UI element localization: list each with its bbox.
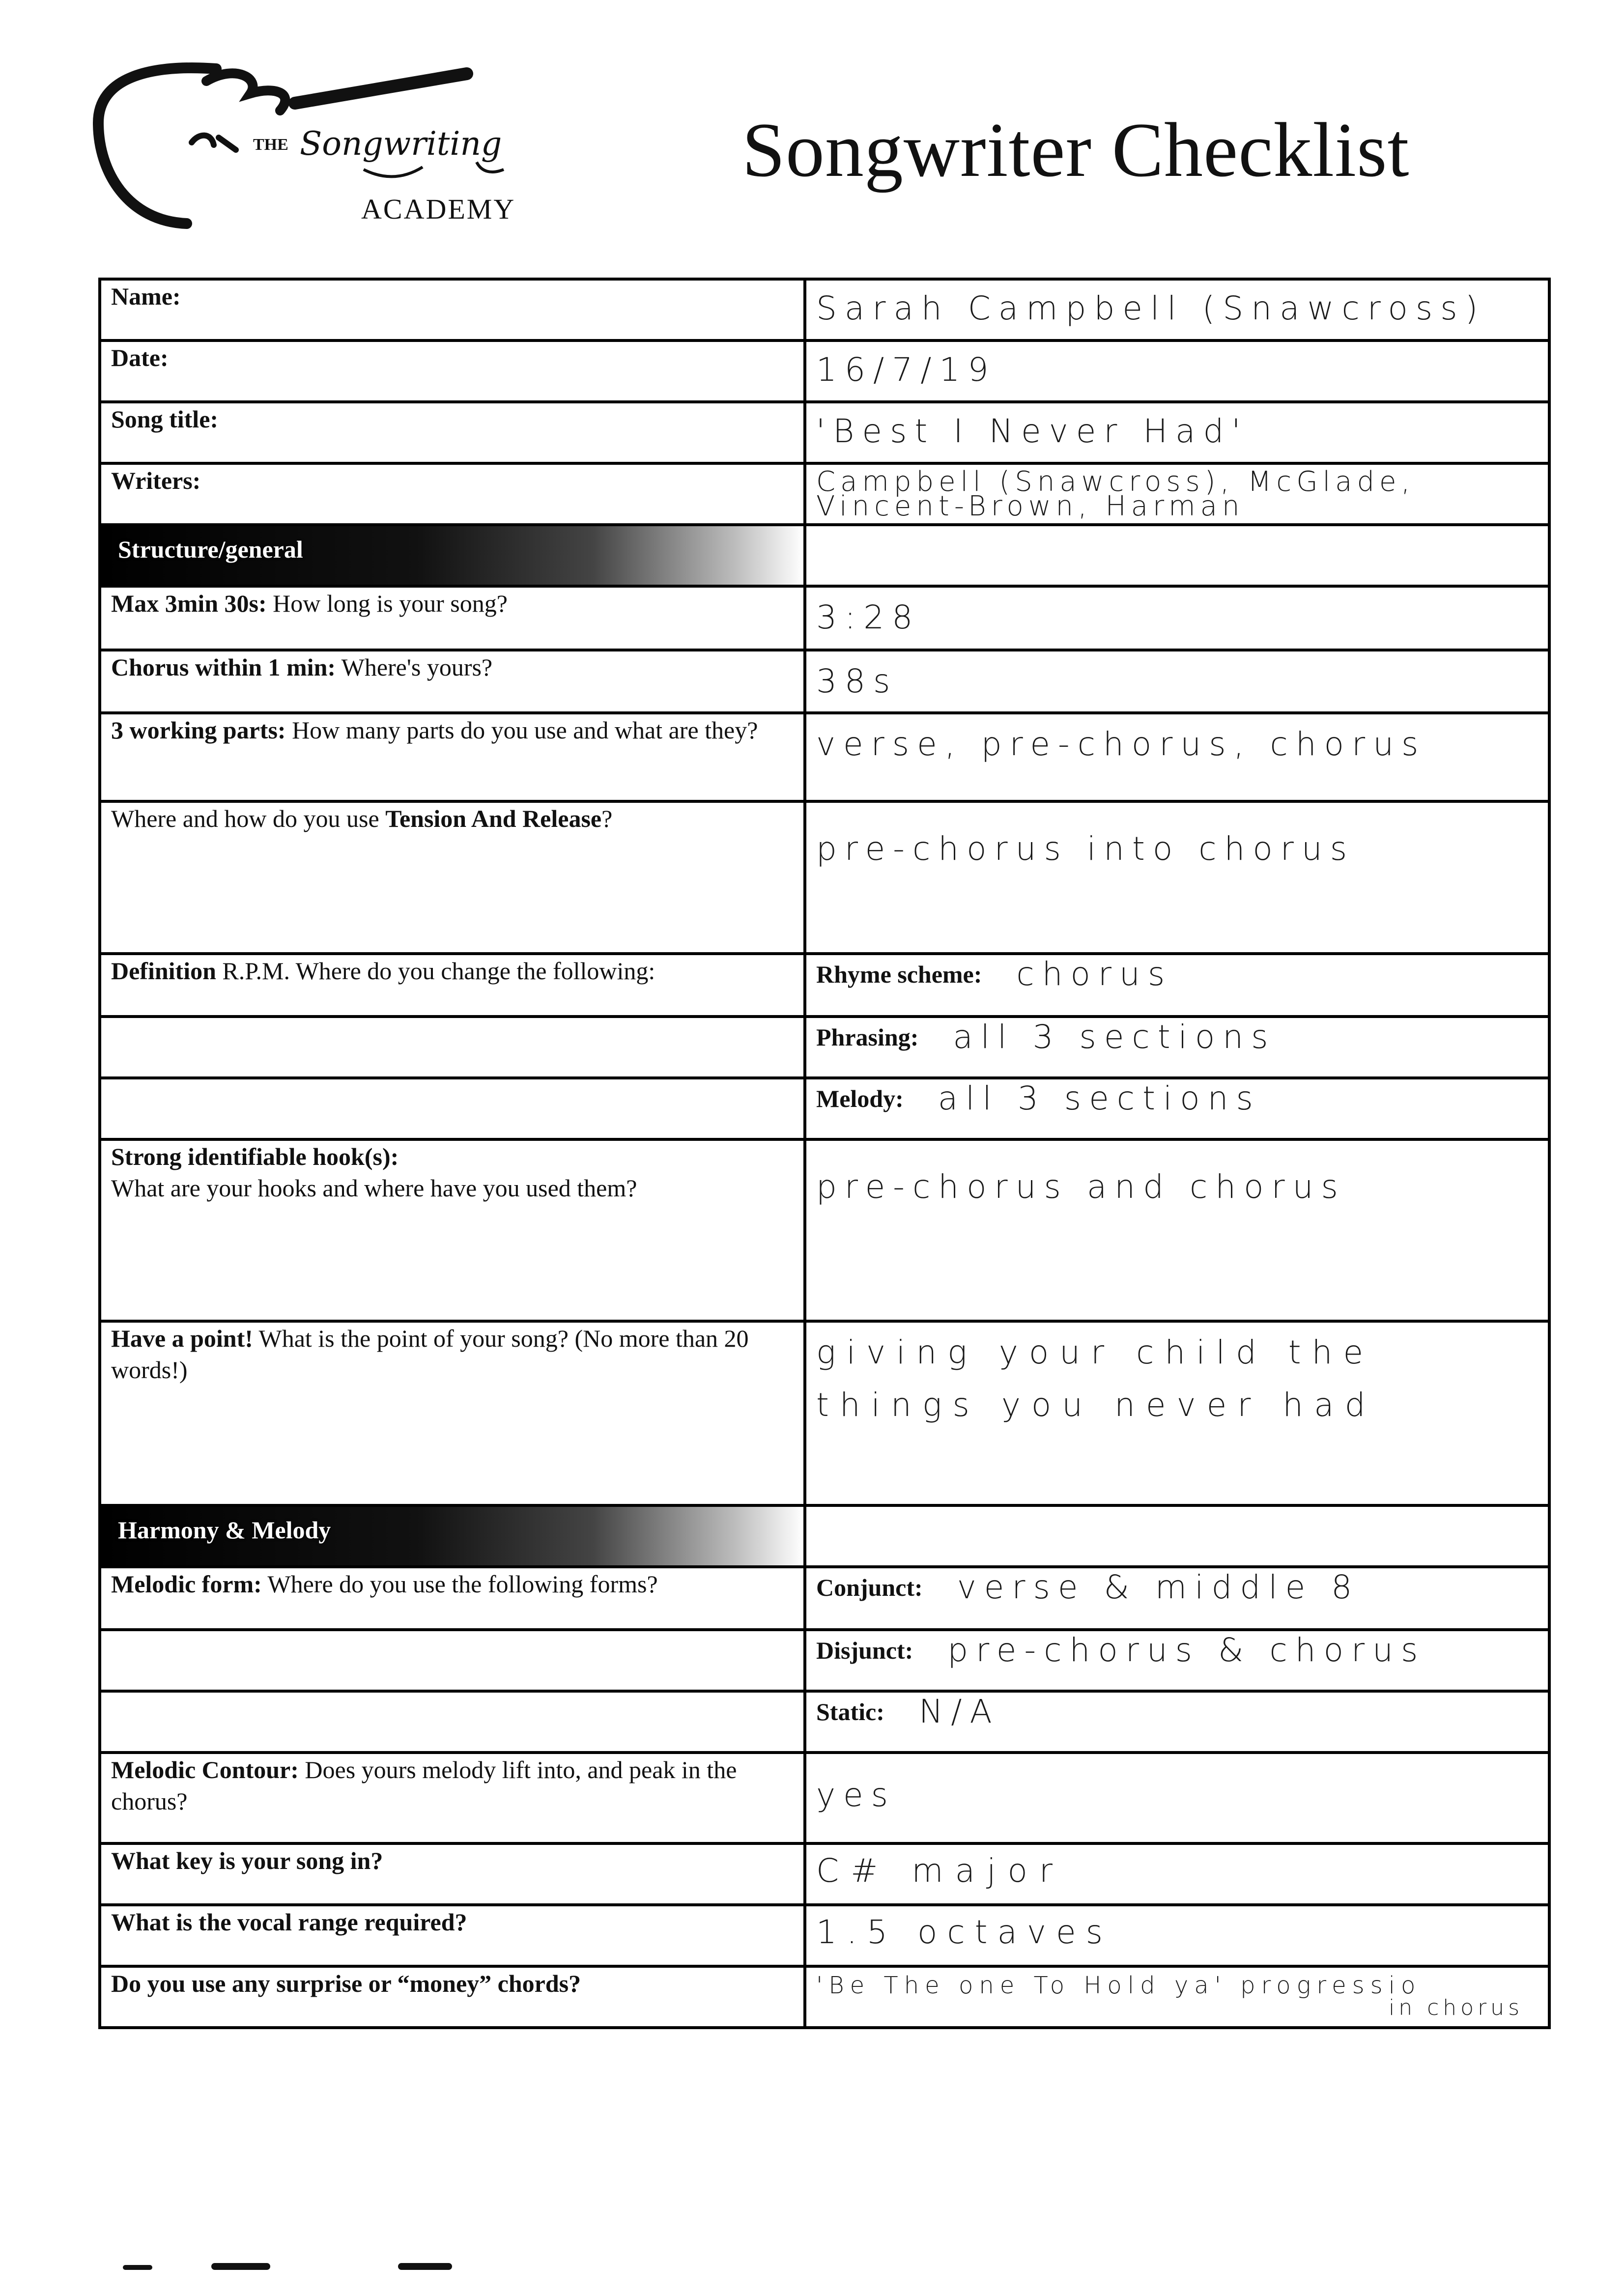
row-range xyxy=(100,1905,1549,1966)
working-parts-label: 3 working parts: How many parts do you use and what are they? xyxy=(100,713,805,801)
range-field[interactable] xyxy=(805,1905,1549,1966)
guitar-outline-icon xyxy=(98,68,216,224)
row-song-title xyxy=(100,402,1549,463)
point-field[interactable] xyxy=(805,1321,1549,1505)
hooks-value: pre-chorus and chorus xyxy=(816,1168,1346,1206)
contour-value: yes xyxy=(816,1776,896,1814)
row-rpm xyxy=(100,954,1549,1017)
date-field[interactable] xyxy=(805,340,1549,402)
phrasing-label: Phrasing: xyxy=(816,1023,919,1051)
section-harmony-blank xyxy=(805,1505,1549,1567)
writers-label: Writers: xyxy=(100,463,805,525)
song-title-label: Song title: xyxy=(100,402,805,463)
row-name xyxy=(100,279,1549,340)
working-parts-field[interactable] xyxy=(805,713,1549,801)
chorus-within-value: 38s xyxy=(816,662,898,700)
section-structure-blank xyxy=(805,525,1549,586)
rhyme-scheme-label: Rhyme scheme: xyxy=(816,960,982,988)
melody-value: all 3 sections xyxy=(938,1079,1261,1117)
disjunct-label: Disjunct: xyxy=(816,1636,913,1664)
contour-label: Melodic Contour: Does yours melody lift into, and peak in the chorus? xyxy=(100,1753,805,1843)
row-melody xyxy=(100,1078,1549,1139)
rpm-label: Definition R.P.M. Where do you change the following: xyxy=(100,954,805,1017)
row-money-chords xyxy=(100,1966,1549,2028)
money-chords-value-line2: in chorus xyxy=(1389,1995,1523,2020)
row-contour xyxy=(100,1753,1549,1843)
melodic-form-label: Melodic form: Where do you use the following forms? xyxy=(100,1567,805,1630)
row-hooks xyxy=(100,1139,1549,1321)
money-chords-value-line1: 'Be The one To Hold ya' progressio xyxy=(816,1972,1422,1999)
tension-label: Where and how do you use Tension And Release? xyxy=(100,801,805,954)
row-tension xyxy=(100,801,1549,954)
name-field[interactable] xyxy=(805,279,1549,340)
scan-mark-1 xyxy=(123,2265,152,2270)
key-value: C# major xyxy=(816,1852,1064,1890)
row-static xyxy=(100,1691,1549,1753)
conjunct-label: Conjunct: xyxy=(816,1573,923,1601)
writers-value-line2: Vincent-Brown, Harman xyxy=(816,490,1245,522)
tension-value: pre-chorus into chorus xyxy=(816,830,1355,868)
point-value-line1: giving your child the xyxy=(816,1333,1374,1371)
row-melodic-form xyxy=(100,1567,1549,1630)
page-title: Songwriter Checklist xyxy=(742,107,1410,193)
conjunct-value: verse & middle 8 xyxy=(957,1568,1360,1606)
max-length-field[interactable] xyxy=(805,586,1549,650)
money-chords-field[interactable] xyxy=(805,1966,1549,2028)
static-field[interactable] xyxy=(805,1691,1549,1753)
money-chords-label: Do you use any surprise or “money” chords? xyxy=(100,1966,805,2028)
max-length-label: Max 3min 30s: How long is your song? xyxy=(100,586,805,650)
disjunct-blank xyxy=(100,1630,805,1691)
logo-the: THE xyxy=(253,136,288,154)
disjunct-value: pre-chorus & chorus xyxy=(947,1631,1426,1669)
disjunct-field[interactable] xyxy=(805,1630,1549,1691)
writers-field[interactable] xyxy=(805,463,1549,525)
range-label: What is the vocal range required? xyxy=(100,1905,805,1966)
chorus-within-label: Chorus within 1 min: Where's yours? xyxy=(100,650,805,713)
phrasing-value: all 3 sections xyxy=(953,1018,1276,1056)
static-label: Static: xyxy=(816,1698,884,1726)
row-date xyxy=(100,340,1549,402)
row-disjunct xyxy=(100,1630,1549,1691)
row-max-length xyxy=(100,586,1549,650)
key-field[interactable] xyxy=(805,1843,1549,1905)
academy-logo xyxy=(88,59,555,236)
logo-academy: ACADEMY xyxy=(361,193,516,225)
melody-field[interactable] xyxy=(805,1078,1549,1139)
scan-mark-3 xyxy=(398,2263,452,2270)
row-chorus-within xyxy=(100,650,1549,713)
name-value: Sarah Campbell (Snawcross) xyxy=(816,289,1486,327)
point-value-line2: things you never had xyxy=(816,1386,1376,1424)
song-title-value: 'Best I Never Had' xyxy=(816,412,1249,450)
phrasing-field[interactable] xyxy=(805,1017,1549,1078)
static-value: N/A xyxy=(918,1693,1000,1730)
contour-field[interactable] xyxy=(805,1753,1549,1843)
hooks-label: Strong identifiable hook(s): What are your hooks and where have you used them? xyxy=(100,1139,805,1321)
working-parts-value: verse, pre-chorus, chorus xyxy=(816,725,1426,763)
scan-mark-2 xyxy=(211,2263,270,2270)
date-label: Date: xyxy=(100,340,805,402)
chorus-within-field[interactable] xyxy=(805,650,1549,713)
melody-blank xyxy=(100,1078,805,1139)
row-key xyxy=(100,1843,1549,1905)
rhyme-scheme-field[interactable] xyxy=(805,954,1549,1017)
writers-value-line1: Campbell (Snawcross), McGlade, xyxy=(816,466,1415,498)
melody-label: Melody: xyxy=(816,1084,904,1112)
max-length-value: 3:28 xyxy=(816,598,921,636)
row-working-parts xyxy=(100,713,1549,801)
rhyme-scheme-value: chorus xyxy=(1016,955,1173,993)
point-label: Have a point! What is the point of your song? (No more than 20 words!) xyxy=(100,1321,805,1505)
conjunct-field[interactable] xyxy=(805,1567,1549,1630)
row-writers xyxy=(100,463,1549,525)
row-section-structure xyxy=(100,525,1549,586)
static-blank xyxy=(100,1691,805,1753)
section-header-structure: Structure/general xyxy=(100,525,805,586)
tension-field[interactable] xyxy=(805,801,1549,954)
name-label: Name: xyxy=(100,279,805,340)
range-value: 1.5 octaves xyxy=(816,1913,1112,1951)
row-section-harmony xyxy=(100,1505,1549,1567)
row-point xyxy=(100,1321,1549,1505)
phrasing-blank xyxy=(100,1017,805,1078)
hooks-field[interactable] xyxy=(805,1139,1549,1321)
row-phrasing xyxy=(100,1017,1549,1078)
song-title-field[interactable] xyxy=(805,402,1549,463)
checklist-table xyxy=(98,278,1551,2029)
logo-script: Songwriting xyxy=(300,125,502,163)
date-value: 16/7/19 xyxy=(816,351,997,389)
key-label: What key is your song in? xyxy=(100,1843,805,1905)
section-header-harmony: Harmony & Melody xyxy=(100,1505,805,1567)
